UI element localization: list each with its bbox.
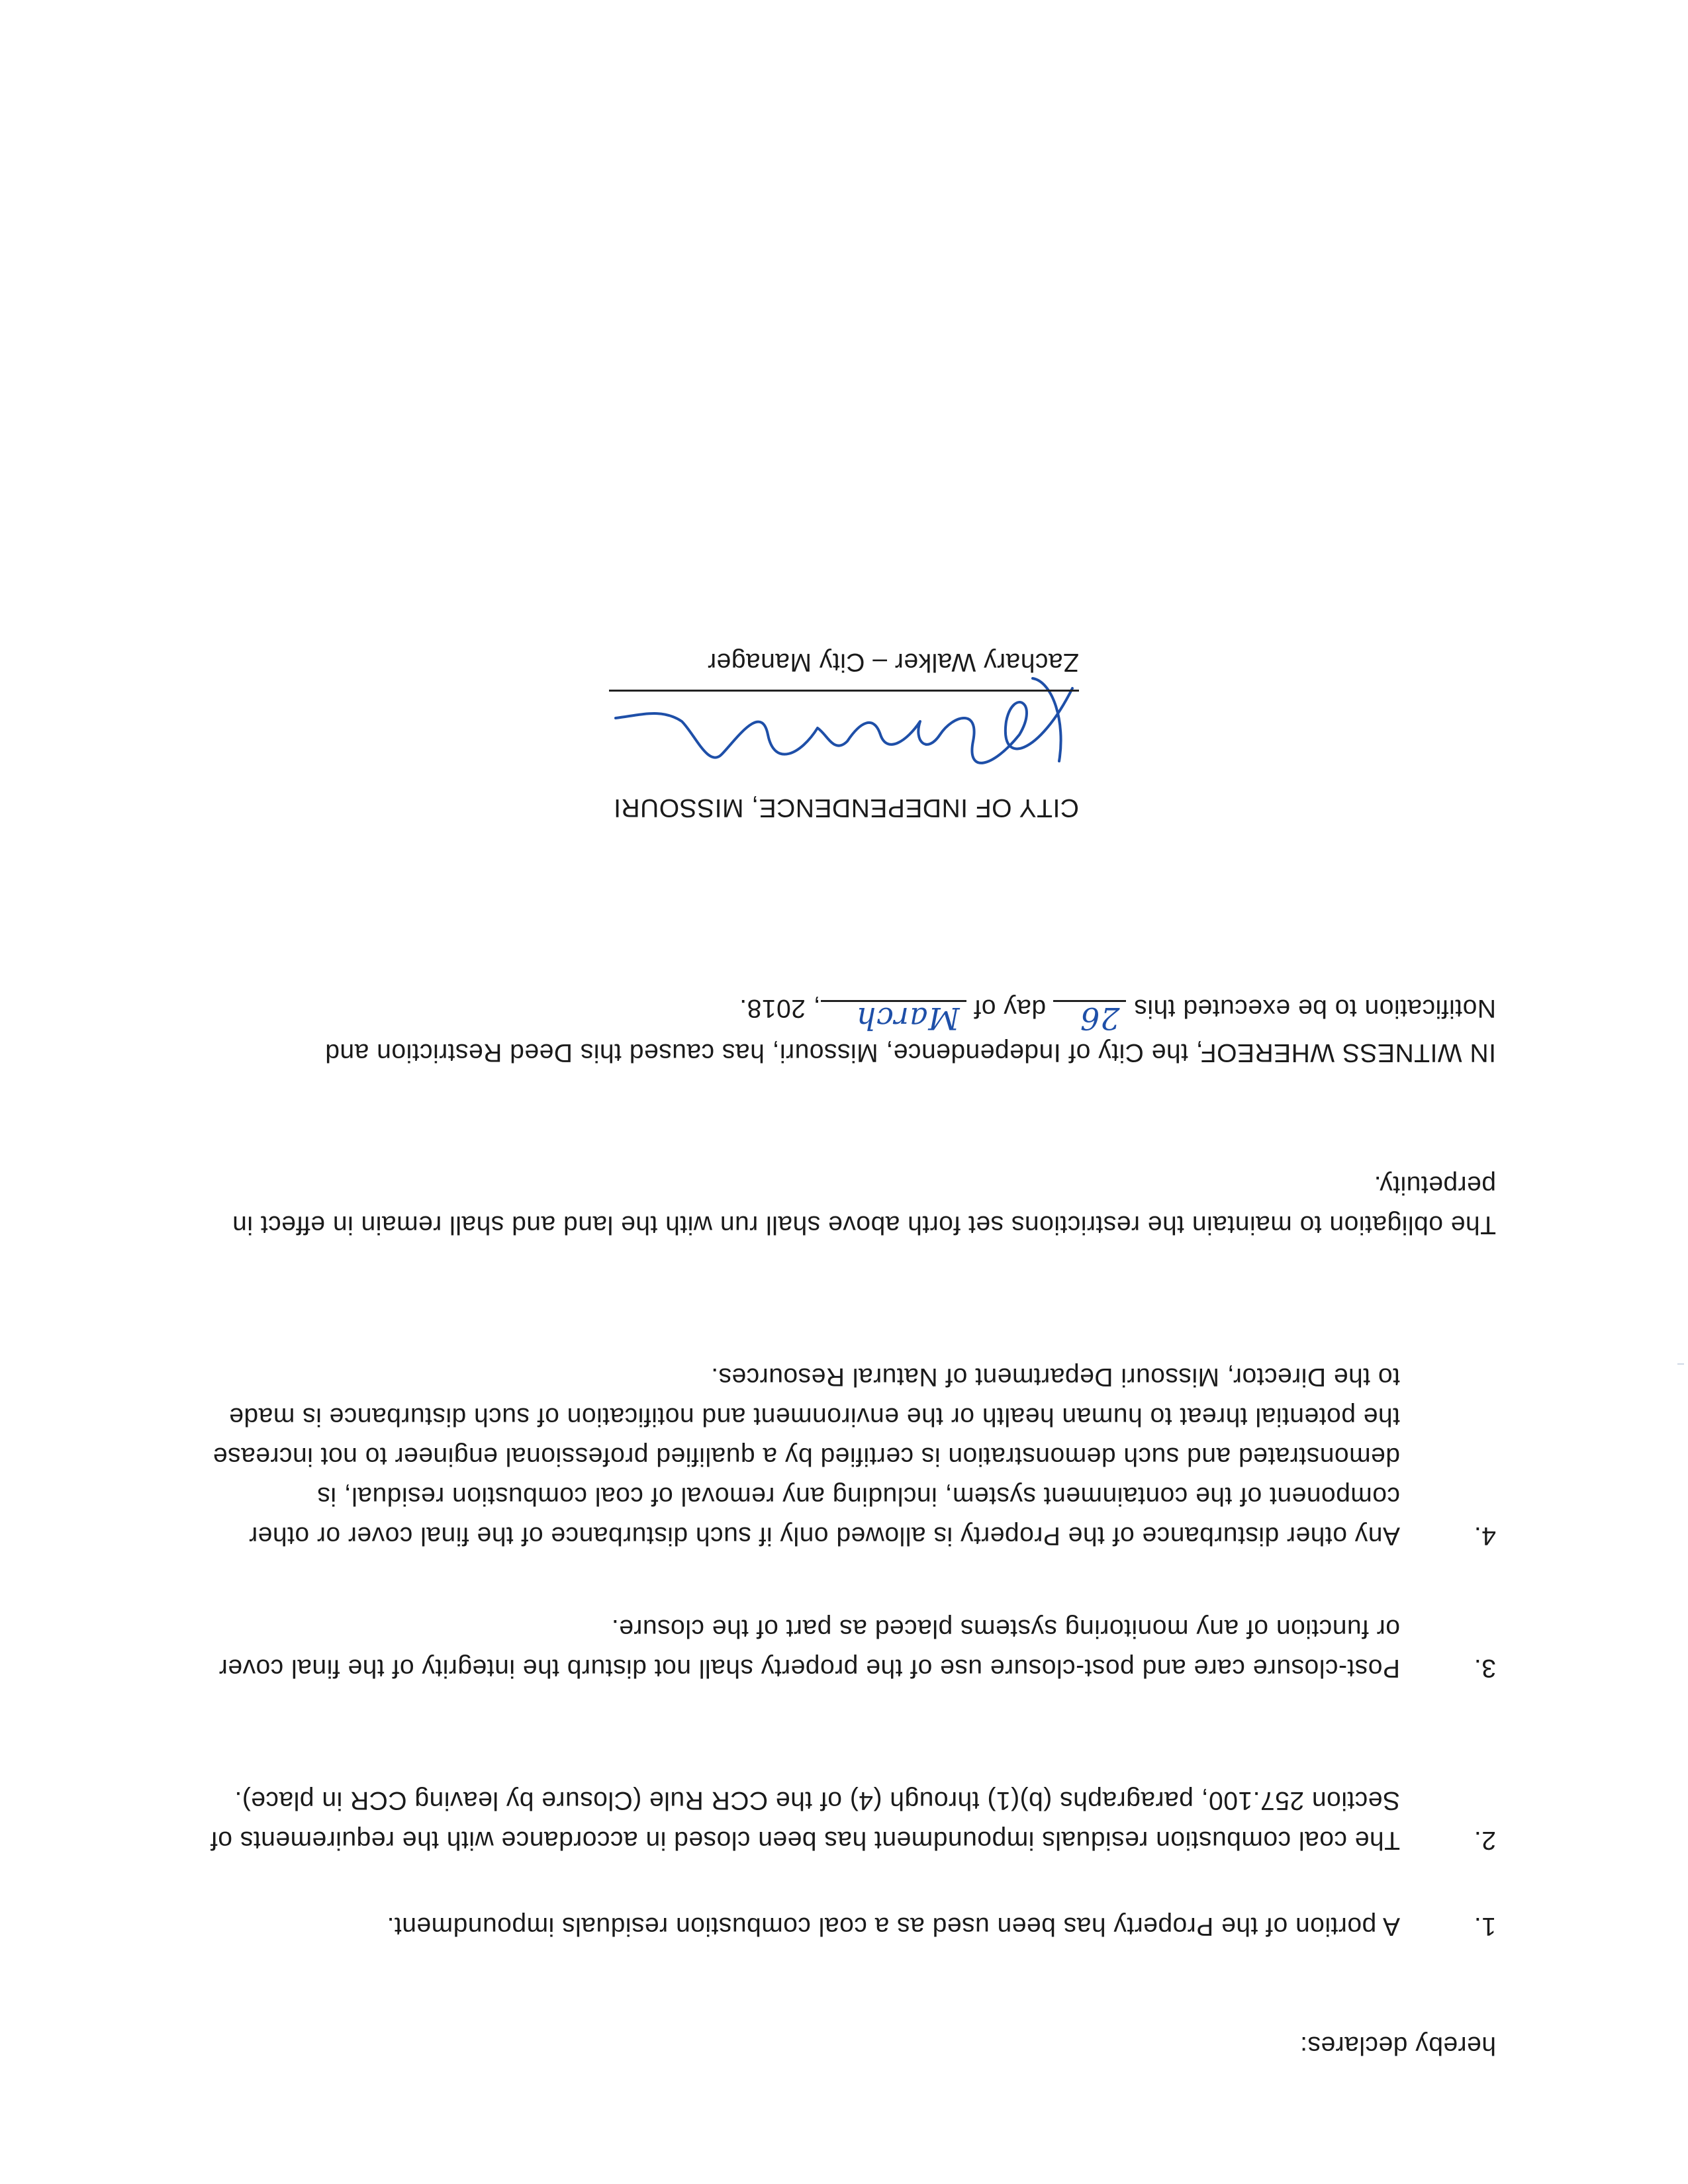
item-number: 1. xyxy=(1474,1912,1496,1940)
witness-mid: day of xyxy=(973,994,1047,1023)
item-text: A portion of the Property has been used as a coal combustion residuals impoundment. xyxy=(387,1912,1400,1940)
month-fill-line xyxy=(821,1000,966,1036)
signer-name: Zachary Walker – City Manager xyxy=(707,648,1079,676)
witness-tail: , 2018. xyxy=(739,994,821,1023)
item-number: 2. xyxy=(1474,1826,1496,1854)
handwritten-day: 26 xyxy=(1079,1001,1120,1036)
signing-entity: CITY OF INDEPENDENCE, MISSOURI xyxy=(613,794,1079,822)
scan-edge-mark xyxy=(1677,1363,1684,1365)
item-text: Any other disturbance of the Property is allowed only if such disturbance of the final cover or other component of the containment system, including any removal of coal combustion residual, is demonstrated and such demonstration is certified by a qualified professional engineer to not increase the potential threat to human health or the environment and notification of such disturbance is made to the Director, Missouri Department of Natural Resources. xyxy=(212,1363,1400,1550)
handwritten-month: March xyxy=(855,1001,960,1036)
item-text: Post-closure care and post-closure use of the property shall not disturb the integrity of the final cover or function of any monitoring systems placed as part of the closure. xyxy=(218,1614,1400,1682)
witness-paragraph xyxy=(205,988,1496,1072)
item-number: 3. xyxy=(1474,1654,1496,1682)
item-number: 4. xyxy=(1474,1522,1496,1550)
signature-line xyxy=(609,690,1079,692)
intro-text: hereby declares: xyxy=(1299,2031,1496,2060)
item-text: The coal combustion residuals impoundment has been closed in accordance with the requirements of Section 257.100, paragraphs (b)(1) through (4) of the CCR Rule (Closure by leaving CCR in place). xyxy=(210,1786,1400,1854)
witness-lead: IN WITNESS WHEREOF, the City of Independence, Missouri, has caused this Deed Restriction and Notification to be executed this xyxy=(324,994,1496,1067)
day-fill-line xyxy=(1054,1000,1127,1036)
perpetuity-paragraph: The obligation to maintain the restrictions set forth above shall run with the land and shall remain in effect in perpetuity. xyxy=(232,1171,1496,1239)
